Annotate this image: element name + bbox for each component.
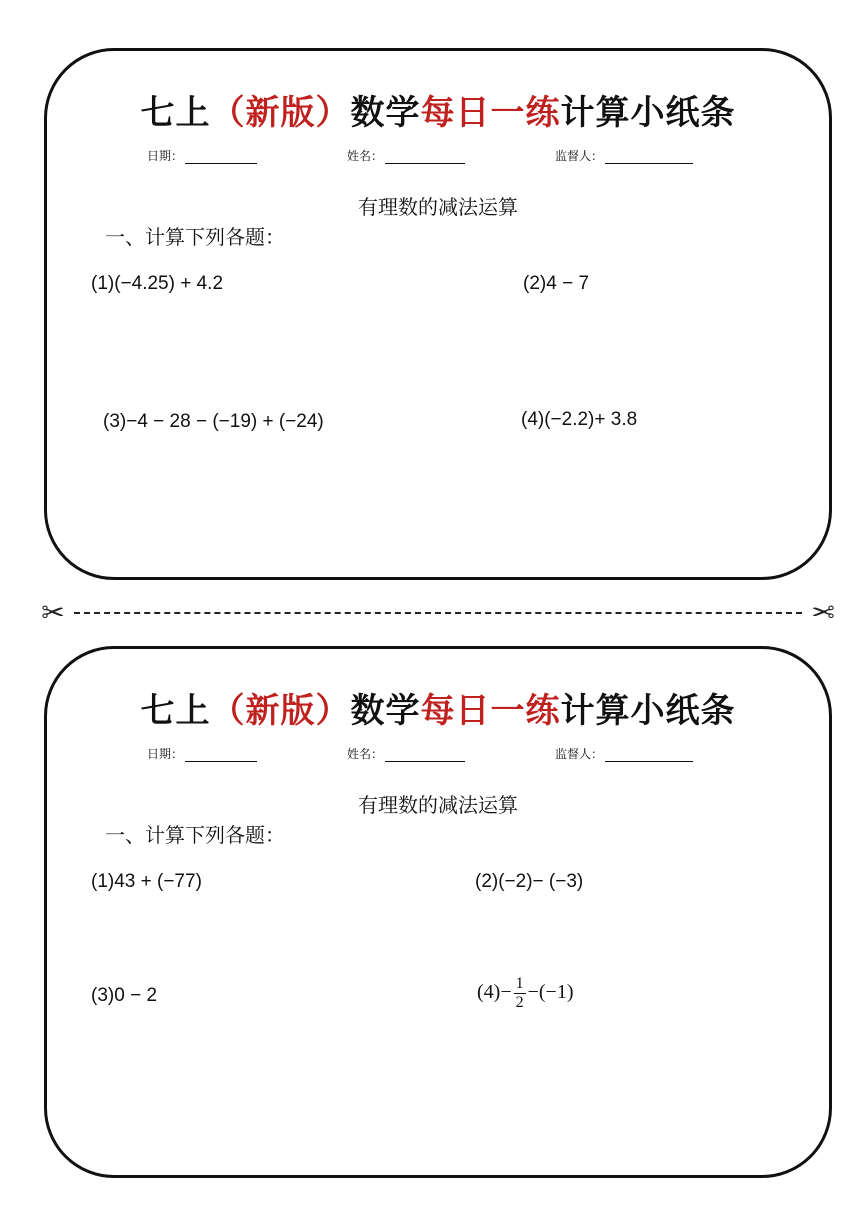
title-slip: 计算小纸条 <box>560 691 736 731</box>
topic-heading: 有理数的减法运算 <box>358 195 518 219</box>
title-subject: 数学 <box>350 93 421 133</box>
title-grade: 七上 <box>140 93 211 133</box>
title-slip: 计算小纸条 <box>560 93 736 133</box>
slip-title <box>47 683 829 732</box>
topic-heading: 有理数的减法运算 <box>358 793 518 817</box>
scissors-icon: ✂ <box>41 596 65 629</box>
supervisor-label: 监督人： <box>555 747 604 761</box>
practice-slip-2 <box>44 646 832 1178</box>
supervisor-field[interactable] <box>555 147 693 164</box>
supervisor-label: 监督人： <box>555 149 604 163</box>
title-edition: （新版） <box>210 691 351 731</box>
title-grade: 七上 <box>140 691 211 731</box>
name-label: 姓名： <box>347 149 384 163</box>
name-blank[interactable] <box>385 748 465 762</box>
date-blank[interactable] <box>185 150 257 164</box>
date-blank[interactable] <box>185 748 257 762</box>
cut-line-divider <box>36 596 840 630</box>
slip-title <box>47 85 829 134</box>
scissors-icon: ✂ <box>811 596 835 629</box>
section-heading: 一、计算下列各题： <box>105 225 285 249</box>
question-2: (2)(−2)− (−3) <box>475 871 584 892</box>
supervisor-blank[interactable] <box>605 150 693 164</box>
name-blank[interactable] <box>385 150 465 164</box>
question-4-suffix: −(−1) <box>527 981 574 1004</box>
info-row <box>47 745 829 765</box>
question-2: (2)4 − 7 <box>523 273 590 294</box>
info-row <box>47 147 829 167</box>
fraction-denominator: 2 <box>515 994 524 1011</box>
dashed-cut-line <box>74 612 802 614</box>
question-3: (3)−4 − 28 − (−19) + (−24) <box>103 411 324 432</box>
date-label: 日期： <box>147 747 184 761</box>
title-subject: 数学 <box>350 691 421 731</box>
title-daily: 每日一练 <box>420 691 561 731</box>
practice-slip-1 <box>44 48 832 580</box>
title-daily: 每日一练 <box>420 93 561 133</box>
question-1: (1)43 + (−77) <box>91 871 202 892</box>
question-4-prefix: (4)− <box>477 981 512 1004</box>
name-field[interactable] <box>347 147 465 164</box>
date-field[interactable] <box>147 147 257 164</box>
date-label: 日期： <box>147 149 184 163</box>
supervisor-blank[interactable] <box>605 748 693 762</box>
date-field[interactable] <box>147 745 257 762</box>
title-edition: （新版） <box>210 93 351 133</box>
question-3: (3)0 − 2 <box>91 985 158 1006</box>
question-1: (1)(−4.25) + 4.2 <box>91 273 224 294</box>
name-field[interactable] <box>347 745 465 762</box>
fraction <box>514 975 526 1012</box>
supervisor-field[interactable] <box>555 745 693 762</box>
name-label: 姓名： <box>347 747 384 761</box>
section-heading: 一、计算下列各题： <box>105 823 285 847</box>
question-4: (4)(−2.2)+ 3.8 <box>521 409 638 430</box>
question-4 <box>477 975 574 1012</box>
fraction-numerator: 1 <box>515 975 524 992</box>
